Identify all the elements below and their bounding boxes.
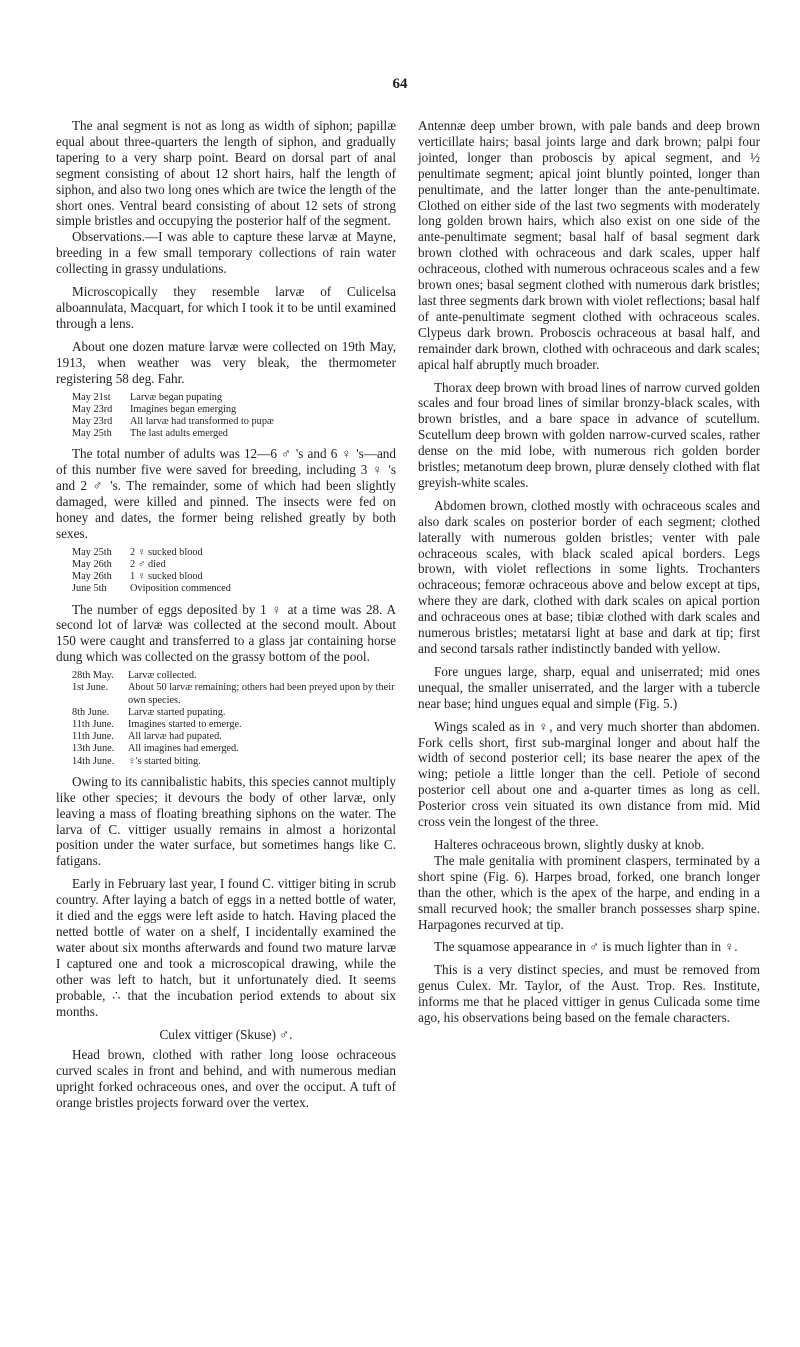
paragraph-wings: Wings scaled as in ♀, and very much shorter than abdomen. Fork cells short, first sub-marginal longer and about half the width of second posterior cell; its base nearer the apex of the wing; petiole a little longer than the cell. Petiole of second posterior cell about one and a-quarter times as long as cell. Posterior cross vein situated its own distance from mid. Mid cross vein the longest of the three.: [418, 718, 760, 830]
log-date: May 26th: [72, 571, 112, 583]
log-text: 2 ♀ sucked blood: [130, 546, 203, 558]
paragraph-antennae: Antennæ deep umber brown, with pale bands and deep brown verticillate hairs; basal joints large and dark brown; palpi four jointed, longer than proboscis by apical segment, and ½ penultimate segment; apical joint bluntly pointed, longer than penultimate, and the latter longer than the ante-penultimate. Clothed on either side of the last two segments with moderately long golden brown hairs, which also exist on one side of the ante-penultimate segment; basal half of basal segment dark brown clothed with ochraceous and dark scales, upper half ochraceous, clothed with numerous ochraceous scales and a few brown ones; basal segment clothed with numerous dark bristles; last three segments dark brown with violet reflections; basal half of ante-penultimate segment clothed with ochraceous scales. Clypeus dark brown. Proboscis ochraceous at basal half, and remainder dark brown, clothed with ochraceous and dark scales; apical half abruptly much broader.: [418, 118, 760, 372]
log-text: ♀'s started biting.: [128, 755, 201, 767]
second-lot-log: [56, 670, 396, 768]
log-date: May 23rd: [72, 403, 113, 415]
log-entry: [72, 404, 396, 416]
log-entry: [72, 571, 396, 583]
log-entry: [72, 547, 396, 559]
log-entry: [72, 682, 396, 706]
log-date: May 25th: [72, 428, 112, 440]
log-date: 11th June.: [72, 719, 114, 730]
log-text: The last adults emerged: [130, 428, 228, 440]
log-entry: [72, 670, 396, 682]
paragraph-squamose: The squamose appearance in ♂ is much lighter than in ♀.: [434, 939, 738, 955]
paragraph-early-february: Early in February last year, I found C. vittiger biting in scrub country. After laying a batch of eggs in a netted bottle of water, it died and the eggs were left aside to hatch. Having placed the netted bottle of water on a shelf, I incidentally examined the water about six months afterwards and found two mature larvæ I captured one and took a microscopical drawing, while the other was left to hatch, but it unfortunately died. It seems probable, ∴ that the incubation period extends to about six months.: [56, 876, 396, 1019]
log-text: Oviposition commenced: [130, 583, 231, 595]
log-entry: [72, 583, 396, 595]
log-text: 2 ♂ died: [130, 558, 166, 570]
log-text: 1 ♀ sucked blood: [130, 571, 203, 583]
log-text: Larvæ started pupating.: [128, 706, 226, 718]
log-entry: [72, 719, 396, 731]
log-date: 8th June.: [72, 706, 110, 718]
log-date: 1st June.: [72, 682, 109, 694]
log-text: Imagines started to emerge.: [128, 719, 242, 730]
paragraph-genitalia: The male genitalia with prominent claspers, terminated by a short spine (Fig. 6). Harpes broad, forked, one branch longer than the other, which is the apex of the harpe, and ending in a small recurved hook; the smaller branch possesses sharp spine. Harpagones recurved at tip.: [418, 852, 760, 932]
log-text: All larvæ had pupated.: [128, 731, 222, 743]
log-entry: [72, 416, 396, 428]
paragraph-abdomen: Abdomen brown, clothed mostly with ochraceous scales and also dark scales on posterior border of each segment; clothed laterally with numerous golden bristles; venter with pale ochraceous scales, with black scaled apical borders. Legs brown, with violet reflections in some lights. Trochanters ochraceous; femoræ ochraceous above and below except at tips, where they are dark, clothed with dark scales on apical portion and ochraceous ones at base; tibiæ clothed with dark scales and numerous bristles; metatarsi light at base and dark at tip; first and second tarsals rather indistinctly banded with yellow.: [418, 497, 760, 656]
log-text: All larvæ had transformed to pupæ: [130, 415, 274, 427]
log-date: 13th June.: [72, 743, 115, 755]
log-entry: [72, 731, 396, 743]
page-number: 64: [392, 76, 408, 92]
paragraph-ungues: Fore ungues large, sharp, equal and uniserrated; mid ones unequal, the smaller uniserrated, and the larger with a tubercle near base; hind ungues equal and simple (Fig. 5.): [418, 663, 760, 711]
log-date: May 25th: [72, 546, 112, 558]
log-text: Imagines began emerging: [130, 403, 237, 415]
paragraph-eggs: The number of eggs deposited by 1 ♀ at a time was 28. A second lot of larvæ was collected at the second moult. About 150 were caught and transferred to a glass jar containing horse dung which was collected on the grassy bottom of the pool.: [56, 601, 396, 665]
paragraph-thorax: Thorax deep brown with broad lines of narrow curved golden scales and four broad lines of similar bronzy-black scales, with brown bristles, and a bare space in advance of scutellum. Scutellum deep brown with golden narrow-curved scales, rather dense on the mid lobe, with numerous rich golden border bristles; metanotum deep brown, pluræ densely clothed with flat greyish-white scales.: [418, 379, 760, 490]
log-entry: [72, 756, 396, 768]
log-date: June 5th: [72, 583, 107, 595]
log-date: 28th May.: [72, 670, 114, 682]
species-heading: Culex vittiger (Skuse) ♂.: [159, 1027, 293, 1043]
log-text: About 50 larvæ remaining; others had been preyed upon by their own species.: [128, 682, 395, 706]
paragraph-anal-segment: The anal segment is not as long as width of siphon; papillæ equal about three-quarters the length of siphon, and gradually tapering to a very sharp point. Beard on dorsal part of anal segment consisting of about 12 short hairs, half the length of siphon, and also two long ones which are twice the length of the short ones. Ventral beard consisting of about 12 sets of strong simple bristles and occupying the posterior half of the segment.: [56, 118, 396, 229]
paragraph-adults-total: The total number of adults was 12—6 ♂ 's and 6 ♀ 's—and of this number five were saved for breeding, including 3 ♀ 's and 2 ♂ 's. The remainder, some of which had been slightly damaged, were killed and pinned. The insects were fed on honey and dates, the former being relished greatly by both sexes.: [56, 446, 396, 541]
paragraph-observations: Observations.—I was able to capture these larvæ at Mayne, breeding in a few small temporary collections of rain water collecting in grassy undulations.: [56, 229, 396, 277]
log-entry: [72, 392, 396, 404]
log-text: Larvæ began pupating: [130, 391, 223, 403]
log-text: All imagines had emerged.: [128, 743, 239, 755]
pupation-log: [56, 392, 396, 441]
log-entry: [72, 559, 396, 571]
log-date: May 21st: [72, 391, 111, 403]
right-column: [418, 118, 760, 1026]
feeding-log: [56, 547, 396, 596]
log-date: May 23rd: [72, 415, 113, 427]
log-text: Larvæ collected.: [128, 670, 197, 682]
log-entry: [72, 707, 396, 719]
log-date: 11th June.: [72, 731, 114, 743]
paragraph-halteres: Halteres ochraceous brown, slightly dusky at knob.: [434, 836, 705, 852]
paragraph-cannibalistic: Owing to its cannibalistic habits, this species cannot multiply like other species; it devours the body of other larvæ, only leaving a mass of floating breathing siphons on the water. The larva of C. vittiger usually remains in almost a horizontal position under the water surface, but sometimes hangs like C. fatigans.: [56, 773, 396, 869]
left-column: [56, 118, 396, 1111]
log-entry: [72, 743, 396, 755]
log-date: May 26th: [72, 558, 112, 570]
paragraph-distinct-species: This is a very distinct species, and must be removed from genus Culex. Mr. Taylor, of the Aust. Trop. Res. Institute, informs me that he placed vittiger in genus Culicada some time ago, his observations being based on the female characters.: [418, 962, 760, 1026]
paragraph-head: Head brown, clothed with rather long loose ochraceous curved scales in front and behind, and with numerous median upright forked ochraceous ones, and over the occiput. A tuft of orange bristles projects forward over the vertex.: [56, 1047, 396, 1111]
paragraph-microscopically: Microscopically they resemble larvæ of Culicelsa alboannulata, Macquart, for which I took it to be until examined through a lens.: [56, 284, 396, 331]
paragraph-larvae-collected: About one dozen mature larvæ were collected on 19th May, 1913, when weather was very bleak, the thermometer registering 58 deg. Fahr.: [56, 338, 396, 386]
log-date: 14th June.: [72, 755, 115, 767]
log-entry: [72, 428, 396, 440]
